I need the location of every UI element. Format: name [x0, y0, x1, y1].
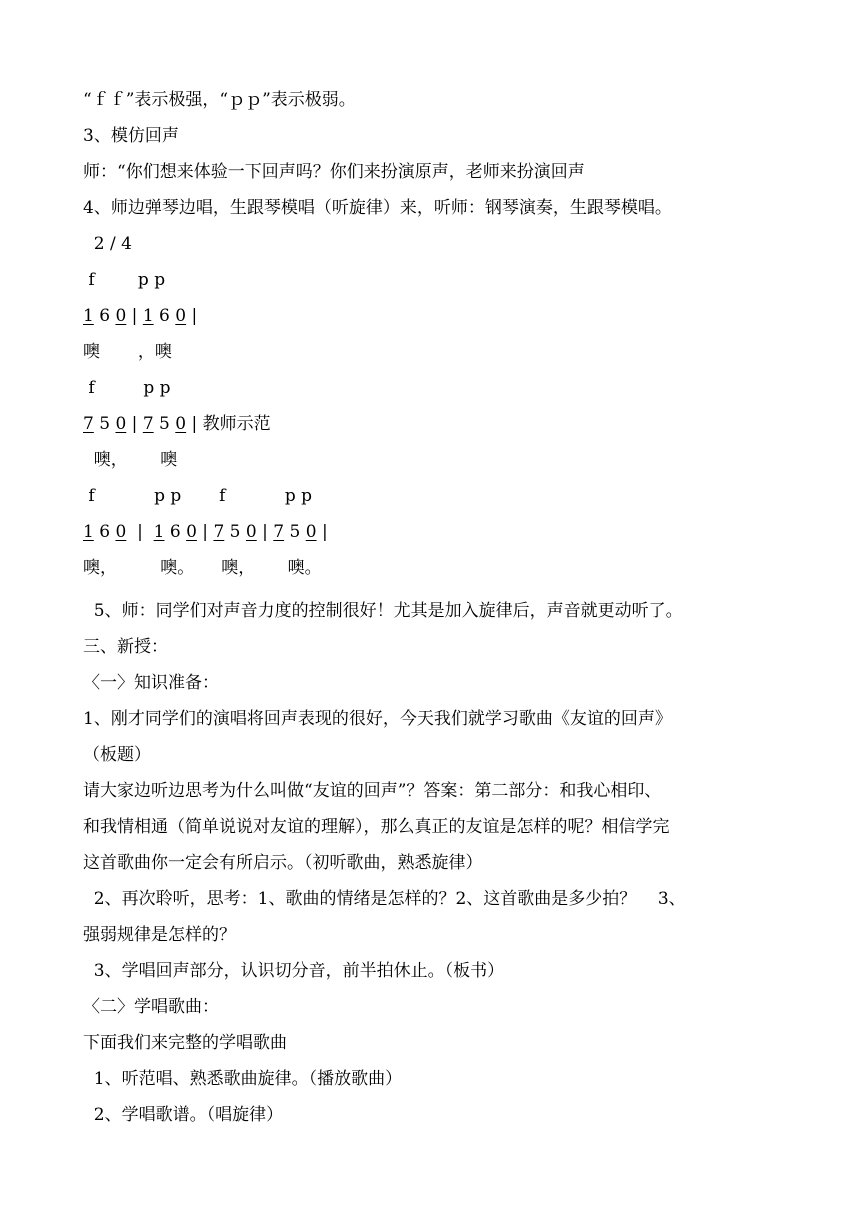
score-note: 5 — [153, 414, 176, 434]
text-line: 5、师：同学们对声音力度的控制很好！尤其是加入旋律后，声音就更动听了。 — [83, 601, 683, 621]
bar-line: | — [316, 522, 328, 542]
score-note: 0 — [186, 522, 197, 542]
bar-line: | — [186, 306, 198, 326]
text-line: 强弱规律是怎样的？ — [83, 925, 236, 945]
text-line: 请大家边听边思考为什么叫做“友谊的回声”？答案：第二部分：和我心相印、 — [83, 781, 662, 801]
bar-line: | — [256, 522, 274, 542]
text-line: 4、师边弹琴边唱，生跟琴模唱（听旋律）来，听师：钢琴演奏，生跟琴模唱。 — [83, 198, 672, 218]
score-note: 0 — [115, 522, 127, 542]
music-notation — [83, 413, 271, 435]
lyrics-line: 噢， 噢 — [83, 450, 178, 470]
score-note: 5 — [93, 414, 116, 434]
music-notation — [83, 305, 197, 327]
score-note: 6 — [164, 522, 187, 542]
subsection-heading: 〈二〉学唱歌曲： — [83, 997, 219, 1017]
lyrics-line: 噢 ，噢 — [83, 342, 172, 362]
score-note: 0 — [175, 414, 187, 434]
lyrics-line: 噢， 噢。 噢， 噢。 — [83, 558, 322, 578]
text-line: 师：“你们想来体验一下回声吗？你们来扮演原声，老师来扮演回声 — [83, 162, 585, 182]
music-notation — [83, 521, 328, 543]
dynamics-marks: f p p — [83, 270, 166, 290]
bar-line: | — [126, 522, 154, 542]
text-line: （板题） — [83, 745, 151, 765]
score-note: 1 — [83, 522, 94, 542]
text-line: “ｆｆ”表示极强，“ｐｐ”表示极弱。 — [83, 90, 356, 110]
score-note: 5 — [224, 522, 246, 542]
score-note: 7 — [142, 414, 154, 434]
bar-line: | — [126, 306, 143, 326]
dynamics-marks: f p p — [83, 378, 171, 398]
bar-line: | — [186, 414, 203, 434]
time-signature: 2 / 4 — [83, 234, 132, 254]
bar-line: | — [126, 414, 143, 434]
score-note: 1 — [83, 306, 94, 326]
score-note: 0 — [175, 306, 187, 326]
score-note: 0 — [305, 522, 317, 542]
teacher-demo-note: 教师示范 — [202, 414, 271, 434]
score-note: 0 — [245, 522, 257, 542]
text-line: 3、模仿回声 — [83, 126, 179, 146]
score-note: 6 — [153, 306, 176, 326]
text-line: 3、学唱回声部分，认识切分音，前半拍休止。（板书） — [83, 961, 505, 981]
score-note: 6 — [93, 522, 116, 542]
text-line: 1、听范唱、熟悉歌曲旋律。（播放歌曲） — [83, 1069, 403, 1089]
score-note: 1 — [153, 522, 165, 542]
score-note: 7 — [273, 522, 285, 542]
bar-line: | — [196, 522, 214, 542]
text-line: 1、刚才同学们的演唱将回声表现的很好，今天我们就学习歌曲《友谊的回声》 — [83, 709, 672, 729]
text-line: 这首歌曲你一定会有所启示。（初听歌曲，熟悉旋律） — [83, 853, 483, 873]
score-note: 7 — [213, 522, 225, 542]
score-note: 0 — [115, 414, 127, 434]
dynamics-marks: f p p f p p — [83, 486, 313, 506]
text-line: 2、再次聆听，思考：1、歌曲的情绪是怎样的？2、这首歌曲是多少拍？ 3、 — [83, 889, 686, 909]
score-note: 5 — [284, 522, 306, 542]
score-note: 6 — [93, 306, 116, 326]
text-line: 下面我们来完整的学唱歌曲 — [83, 1033, 287, 1053]
subsection-heading: 〈一〉知识准备： — [83, 673, 219, 693]
score-note: 1 — [142, 306, 154, 326]
text-line: 2、学唱歌谱。（唱旋律） — [83, 1105, 284, 1125]
section-heading: 三、新授： — [83, 637, 168, 657]
score-note: 0 — [115, 306, 127, 326]
score-note: 7 — [83, 414, 94, 434]
text-line: 和我情相通（简单说说对友谊的理解），那么真正的友谊是怎样的呢？相信学完 — [83, 817, 670, 837]
